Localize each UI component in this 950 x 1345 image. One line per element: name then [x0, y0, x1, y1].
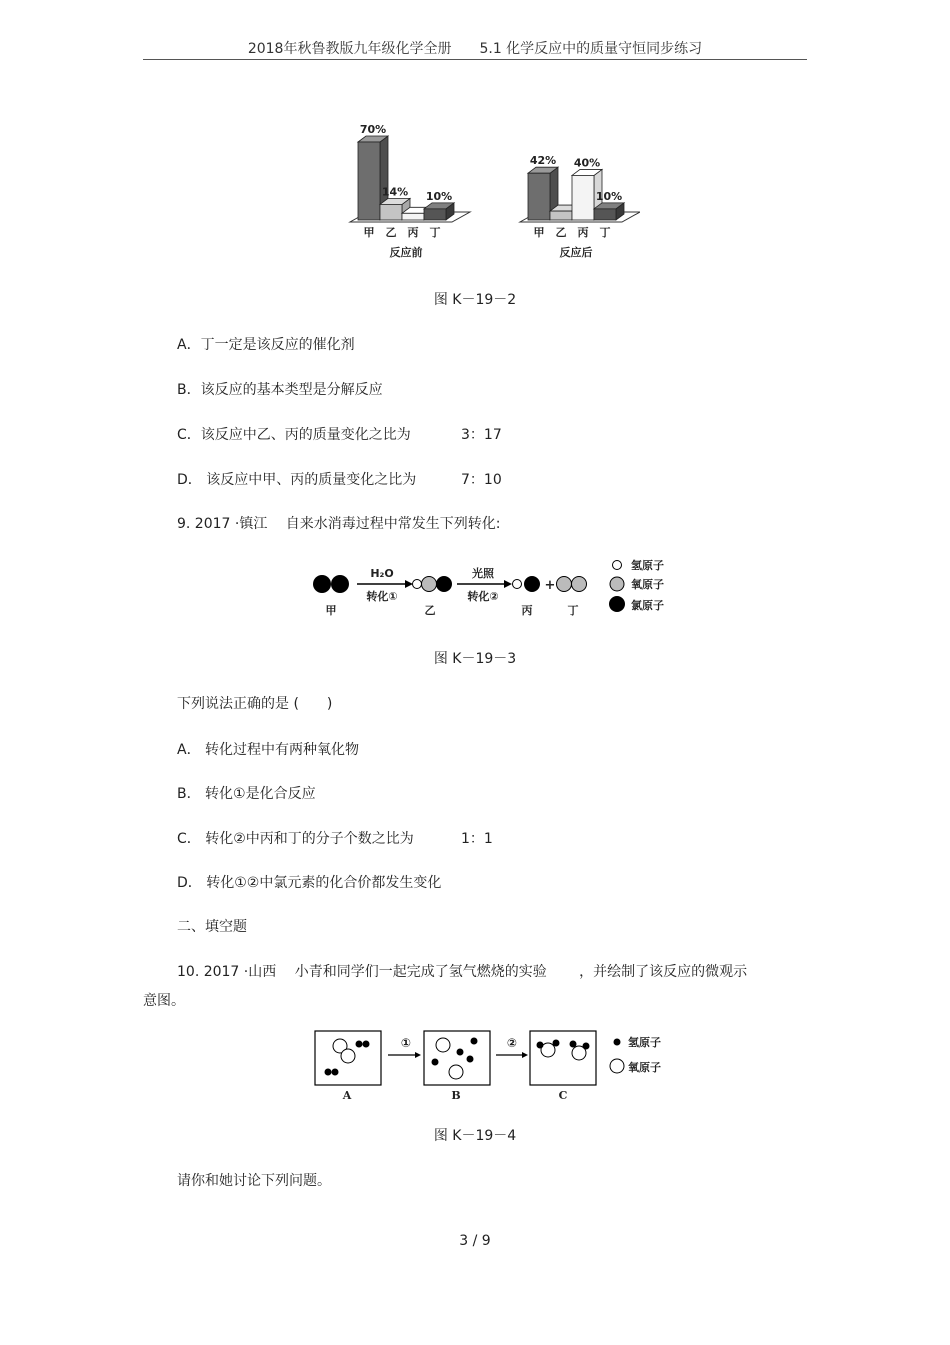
q10-stem-line1: 10. 2017 ·山西 小青和同学们一起完成了氢气燃烧的实验 ，并绘制了该反应的微观示: [177, 964, 748, 980]
category-label-丁: 丁: [429, 226, 441, 239]
q8-option-c-ratio: 3：17: [461, 427, 502, 443]
category-label-丙: 丙: [407, 226, 419, 239]
arrow1-top-label: H₂O: [370, 567, 394, 580]
bar-丙: [402, 213, 424, 220]
option-text: 转化过程中有两种氧化物: [200, 742, 360, 758]
hydrogen-atom-icon: [553, 1040, 560, 1047]
category-label-乙: 乙: [555, 226, 567, 239]
option-text: 该反应的基本类型是分解反应: [200, 382, 383, 398]
hydrogen-atom-icon: [471, 1038, 478, 1045]
bar-甲: [358, 142, 380, 220]
hydrogen-atom-icon: [513, 580, 522, 589]
oxygen-atom-icon: [436, 1038, 450, 1052]
figure-k19-3-diagram: [305, 556, 685, 626]
hydrogen-atom-icon: [432, 1059, 439, 1066]
hydrogen-atom-icon: [583, 1043, 590, 1050]
figure-caption-k19-3: 图 K－19－3: [433, 651, 517, 667]
box-a-label: A: [342, 1089, 352, 1102]
label-jia: 甲: [325, 604, 337, 617]
hydrogen-atom-icon: [356, 1041, 363, 1048]
bar-丁: [424, 209, 446, 220]
header-rule: [143, 59, 807, 60]
category-label-甲: 甲: [363, 226, 375, 239]
legend-hydrogen-icon: [613, 561, 622, 570]
chart-before-reaction: [350, 123, 470, 259]
q9-stem: 9. 2017 ·镇江 自来水消毒过程中常发生下列转化:: [177, 516, 501, 532]
arrow2-label: ②: [506, 1036, 518, 1050]
chlorine-atom-icon: [436, 576, 452, 592]
option-letter: B．: [177, 786, 201, 802]
figure-k19-2-chart: [340, 118, 640, 268]
option-letter: C．: [177, 831, 201, 847]
q9-option-c-ratio: 1：1: [461, 831, 493, 847]
data-label-丁: 10%: [595, 189, 623, 203]
hydrogen-atom-icon: [467, 1056, 474, 1063]
q8-option-c: [177, 424, 411, 444]
chlorine-atom-icon: [524, 576, 540, 592]
category-label-乙: 乙: [385, 226, 397, 239]
legend-oxygen-label: 氧原子: [631, 578, 664, 591]
section-heading: 二、填空题: [177, 919, 247, 935]
option-text: 转化①②中氯元素的化合价都发生变化: [201, 875, 442, 891]
data-label-丁: 10%: [425, 189, 453, 203]
oxygen-atom-icon: [557, 577, 572, 592]
category-label-丁: 丁: [599, 226, 611, 239]
bar-乙: [380, 204, 402, 220]
category-label-甲: 甲: [533, 226, 545, 239]
page-number: 3 / 9: [459, 1233, 491, 1249]
box-c-label: C: [558, 1089, 568, 1102]
q9-option-b: [177, 783, 316, 803]
figure-caption-k19-2: 图 K－19－2: [433, 292, 517, 308]
chlorine-atom-icon: [313, 575, 331, 593]
q8-option-d: [177, 469, 416, 489]
legend-oxygen-label: 氧原子: [628, 1061, 661, 1074]
label-ding: 丁: [567, 604, 579, 617]
page-header: 2018年秋鲁教版九年级化学全册 5.1 化学反应中的质量守恒同步练习: [247, 41, 703, 57]
option-letter: B．: [177, 382, 201, 398]
q9-question: 下列说法正确的是 ( ): [177, 696, 333, 712]
q9-option-c: [177, 828, 414, 848]
bar-丁: [594, 209, 616, 220]
option-text: 转化②中丙和丁的分子个数之比为: [200, 831, 414, 847]
arrow2-bottom-label: 转化②: [467, 590, 499, 603]
arrow1-bottom-label: 转化①: [366, 590, 398, 603]
legend-oxygen-icon: [610, 577, 624, 591]
q10-followup: 请你和她讨论下列问题。: [177, 1173, 331, 1189]
option-letter: A．: [177, 742, 201, 758]
option-letter: D．: [177, 472, 202, 488]
option-text: 转化①是化合反应: [200, 786, 316, 802]
legend-chlorine-label: 氯原子: [631, 599, 664, 612]
arrow1-label: ①: [400, 1036, 412, 1050]
legend-oxygen-icon: [610, 1059, 624, 1073]
hydrogen-atom-icon: [537, 1042, 544, 1049]
option-text: 该反应中乙、丙的质量变化之比为: [200, 427, 411, 443]
q10-stem-line2: 意图。: [143, 993, 185, 1009]
hydrogen-atom-icon: [325, 1069, 332, 1076]
option-letter: C．: [177, 427, 201, 443]
data-label-甲: 70%: [359, 123, 387, 136]
chlorine-atom-icon: [331, 575, 349, 593]
oxygen-atom-icon: [341, 1049, 355, 1063]
arrow-head-icon: [405, 580, 413, 588]
legend-hydrogen-label: 氢原子: [628, 1036, 661, 1049]
legend-hydrogen-icon: [614, 1039, 621, 1046]
option-text: 丁一定是该反应的催化剂: [200, 337, 355, 353]
q8-option-b: [177, 379, 383, 399]
chart-xlabel: 反应后: [559, 246, 593, 259]
oxygen-atom-icon: [422, 577, 437, 592]
hydrogen-atom-icon: [413, 580, 422, 589]
option-letter: A．: [177, 337, 201, 353]
box-b-label: B: [451, 1089, 461, 1102]
box-c: [530, 1031, 596, 1085]
figure-caption-k19-4: 图 K－19－4: [433, 1128, 517, 1144]
figure-k19-4-diagram: [310, 1028, 680, 1108]
bar-乙: [550, 211, 572, 220]
oxygen-atom-icon: [449, 1065, 463, 1079]
label-bing: 丙: [521, 604, 533, 617]
q9-option-d: [177, 872, 441, 892]
arrow-head-icon: [522, 1052, 528, 1058]
hydrogen-atom-icon: [363, 1041, 370, 1048]
category-label-丙: 丙: [577, 226, 589, 239]
plus-sign: +: [544, 578, 556, 593]
q8-option-a: [177, 334, 355, 354]
hydrogen-atom-icon: [570, 1041, 577, 1048]
arrow-head-icon: [504, 580, 512, 588]
q8-option-d-ratio: 7：10: [461, 472, 502, 488]
chart-xlabel: 反应前: [389, 246, 423, 259]
hydrogen-atom-icon: [457, 1049, 464, 1056]
arrow2-top-label: 光照: [472, 567, 494, 580]
legend-chlorine-icon: [609, 596, 625, 612]
label-yi: 乙: [424, 604, 436, 617]
option-letter: D．: [177, 875, 202, 891]
oxygen-atom-icon: [572, 577, 587, 592]
bar-丙: [572, 175, 594, 220]
data-label-甲: 42%: [529, 154, 557, 168]
q9-option-a: [177, 739, 359, 759]
bar-甲: [528, 173, 550, 220]
data-label-丙: 40%: [573, 156, 601, 170]
arrow-head-icon: [415, 1052, 421, 1058]
hydrogen-atom-icon: [332, 1069, 339, 1076]
data-label-乙: 14%: [381, 185, 409, 199]
legend-hydrogen-label: 氢原子: [631, 559, 664, 572]
chart-after-reaction: [520, 154, 640, 259]
option-text: 该反应中甲、丙的质量变化之比为: [201, 472, 417, 488]
